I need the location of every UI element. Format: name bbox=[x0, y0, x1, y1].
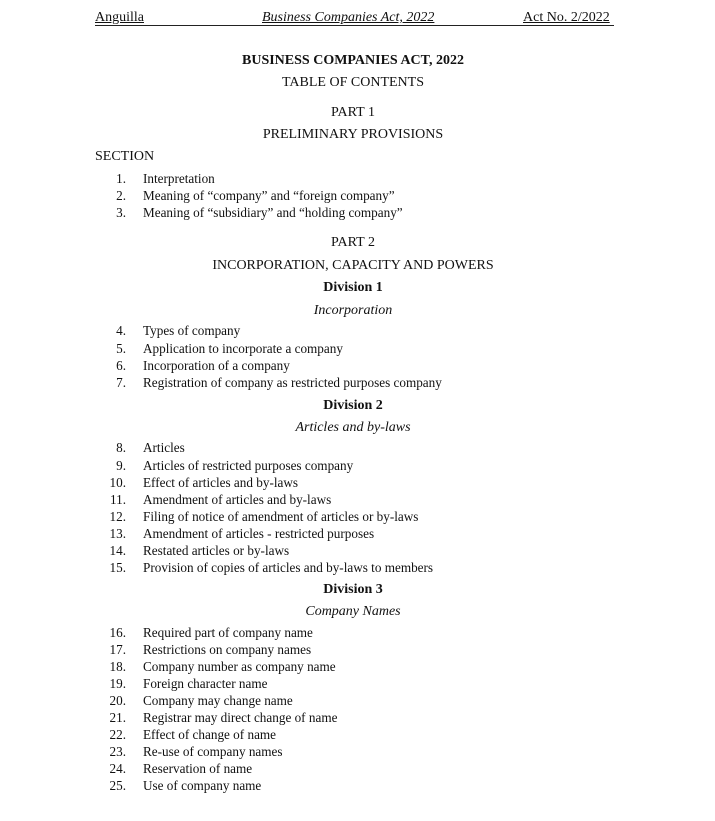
toc-section-title: Meaning of “company” and “foreign company” bbox=[143, 188, 395, 203]
toc-section-number: 4. bbox=[116, 323, 126, 338]
part-2-label: PART 2 bbox=[331, 235, 375, 250]
division-1-label: Division 1 bbox=[323, 280, 383, 295]
toc-section-number: 6. bbox=[116, 358, 126, 373]
toc-section-title: Articles bbox=[143, 440, 185, 455]
toc-section-number: 11. bbox=[110, 492, 126, 507]
toc-section-number: 1. bbox=[116, 171, 126, 186]
toc-section-number: 10. bbox=[109, 475, 126, 490]
toc-section-title: Provision of copies of articles and by-laws to members bbox=[143, 560, 434, 575]
toc-section-title: Restrictions on company names bbox=[143, 642, 312, 657]
toc-section-number: 20. bbox=[109, 693, 126, 708]
toc-section-number: 15. bbox=[109, 560, 126, 575]
part-1-label: PART 1 bbox=[331, 105, 375, 120]
toc-section-title: Registrar may direct change of name bbox=[143, 710, 338, 725]
division-3-label: Division 3 bbox=[323, 582, 383, 597]
toc-section-number: 19. bbox=[109, 676, 126, 691]
division-2-label: Division 2 bbox=[323, 398, 383, 413]
toc-section-title: Application to incorporate a company bbox=[143, 341, 343, 356]
toc-section-number: 22. bbox=[109, 727, 126, 742]
toc-section-title: Required part of company name bbox=[143, 625, 313, 640]
toc-section-title: Effect of articles and by-laws bbox=[143, 475, 299, 490]
toc-section-number: 2. bbox=[116, 188, 126, 203]
toc-section-title: Filing of notice of amendment of articles or by-laws bbox=[143, 509, 419, 524]
toc-section-number: 3. bbox=[116, 205, 126, 220]
header-rule bbox=[95, 25, 614, 26]
toc-section-number: 12. bbox=[109, 509, 126, 524]
toc-section-number: 21. bbox=[109, 710, 126, 725]
toc-section-title: Types of company bbox=[143, 323, 241, 338]
toc-section-title: Meaning of “subsidiary” and “holding company” bbox=[143, 205, 403, 220]
toc-section-title: Amendment of articles and by-laws bbox=[143, 492, 332, 507]
toc-section-title: Restated articles or by-laws bbox=[143, 543, 290, 558]
toc-section-title: Reservation of name bbox=[143, 761, 253, 776]
toc-section-number: 25. bbox=[109, 778, 126, 793]
toc-section-title: Interpretation bbox=[143, 171, 215, 186]
toc-section-title: Company number as company name bbox=[143, 659, 336, 674]
toc-section-title: Effect of change of name bbox=[143, 727, 277, 742]
division-3-heading: Company Names bbox=[305, 604, 401, 619]
toc-section-title: Use of company name bbox=[143, 778, 262, 793]
document-title: BUSINESS COMPANIES ACT, 2022 bbox=[242, 53, 464, 68]
part-1-heading: PRELIMINARY PROVISIONS bbox=[262, 127, 444, 142]
toc-section-number: 16. bbox=[109, 625, 126, 640]
section-column-label: SECTION bbox=[95, 149, 155, 164]
document-subtitle: TABLE OF CONTENTS bbox=[282, 75, 424, 90]
toc-section-number: 14. bbox=[109, 543, 126, 558]
toc-section-number: 8. bbox=[116, 440, 126, 455]
toc-section-title: Company may change name bbox=[143, 693, 293, 708]
toc-section-title: Amendment of articles - restricted purposes bbox=[143, 526, 375, 541]
toc-section-number: 13. bbox=[109, 526, 126, 541]
toc-section-number: 7. bbox=[116, 375, 126, 390]
header-jurisdiction: Anguilla bbox=[95, 10, 144, 25]
header-act-number: Act No. 2/2022 bbox=[523, 10, 610, 25]
division-1-heading: Incorporation bbox=[313, 303, 393, 318]
toc-section-title: Registration of company as restricted purposes company bbox=[143, 375, 442, 390]
toc-section-number: 24. bbox=[109, 761, 126, 776]
division-2-heading: Articles and by-laws bbox=[295, 420, 411, 435]
toc-section-number: 17. bbox=[109, 642, 126, 657]
toc-section-number: 5. bbox=[116, 341, 126, 356]
header-act-title: Business Companies Act, 2022 bbox=[262, 10, 435, 25]
toc-section-title: Re-use of company names bbox=[143, 744, 283, 759]
toc-section-title: Incorporation of a company bbox=[143, 358, 290, 373]
toc-section-number: 18. bbox=[109, 659, 126, 674]
toc-section-number: 9. bbox=[116, 458, 126, 473]
toc-section-number: 23. bbox=[109, 744, 126, 759]
toc-section-title: Articles of restricted purposes company bbox=[143, 458, 354, 473]
toc-section-title: Foreign character name bbox=[143, 676, 268, 691]
part-2-heading: INCORPORATION, CAPACITY AND POWERS bbox=[212, 258, 494, 273]
